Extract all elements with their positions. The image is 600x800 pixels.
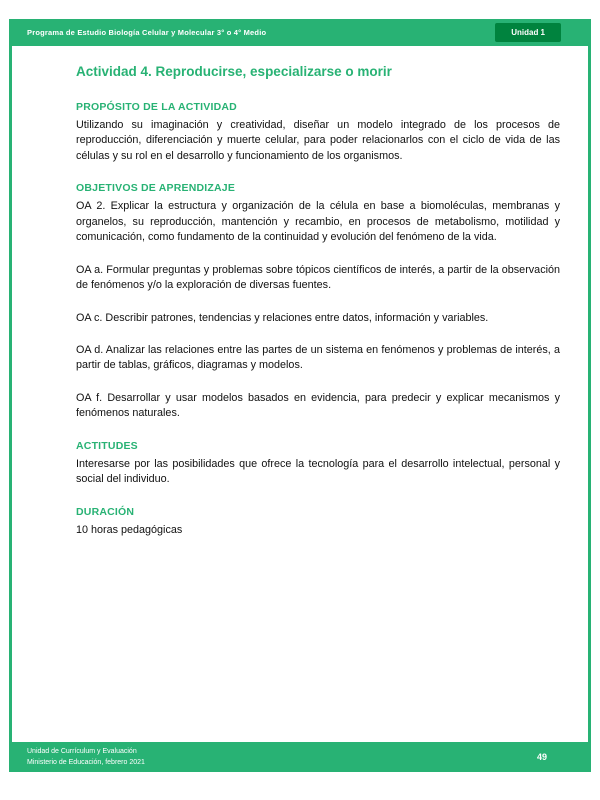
page-number: 49: [536, 752, 547, 762]
section-heading-duracion: DURACIÓN: [76, 505, 135, 518]
paragraph-duracion: 10 horas pedagógicas: [76, 523, 183, 536]
section-objetivos: [76, 182, 560, 421]
page-footer-band: [9, 742, 591, 772]
section-heading-proposito: PROPÓSITO DE LA ACTIVIDAD: [76, 101, 237, 113]
section-proposito: [76, 101, 560, 164]
frame-border-right: [588, 19, 591, 772]
frame-border-left: [9, 19, 12, 772]
footer-line-1: Unidad de Currículum y Evaluación: [27, 747, 137, 755]
section-actitudes: [76, 440, 560, 488]
program-title: Programa de Estudio Biología Celular y Molecular 3° o 4° Medio: [27, 28, 267, 37]
activity-title: Actividad 4. Reproducirse, especializarse o morir: [76, 64, 392, 79]
unit-badge: Unidad 1: [495, 23, 561, 42]
footer-line-2: Ministerio de Educación, febrero 2021: [27, 759, 145, 766]
section-heading-actitudes: ACTITUDES: [76, 439, 138, 452]
section-heading-objetivos: OBJETIVOS DE APRENDIZAJE: [76, 182, 236, 195]
page-header-band: [9, 19, 591, 46]
document-content: [76, 64, 560, 555]
paragraph-actitudes: Interesarse por las posibilidades que ofrece la tecnología para el desarrollo intelectual, personal y social del individuo.: [76, 457, 560, 486]
paragraph-oa-c: OA c. Describir patrones, tendencias y relaciones entre datos, información y variables.: [76, 311, 489, 324]
section-duracion: [76, 506, 560, 538]
paragraph-oa-a: OA a. Formular preguntas y problemas sobre tópicos científicos de interés, a partir de la observación de fenómenos y/o la exploración de diversas fuentes.: [76, 263, 560, 292]
paragraph-oa-f: OA f. Desarrollar y usar modelos basados en evidencia, para predecir y explicar mecanismos y fenómenos naturales.: [76, 391, 560, 420]
paragraph-oa2: OA 2. Explicar la estructura y organización de la célula en base a biomoléculas, membranas y organelos, su reproducción, mantención y recambio, en procesos de metabolismo, motilidad y comunicación, como fundamento de la continuidad y evolución del fenómeno de la vida.: [76, 200, 560, 244]
paragraph-oa-d: OA d. Analizar las relaciones entre las partes de un sistema en fenómenos y problemas de interés, a partir de tablas, gráficos, diagramas y modelos.: [76, 343, 560, 372]
footer-credits: [27, 746, 145, 768]
paragraph-proposito: Utilizando su imaginación y creatividad, diseñar un modelo integrado de los procesos de reproducción, diferenciación y muerte celular, para poder relacionarlos con el ciclo de vida de las células y su rol en el desarrollo y funcionamiento de los organismos.: [76, 119, 560, 162]
